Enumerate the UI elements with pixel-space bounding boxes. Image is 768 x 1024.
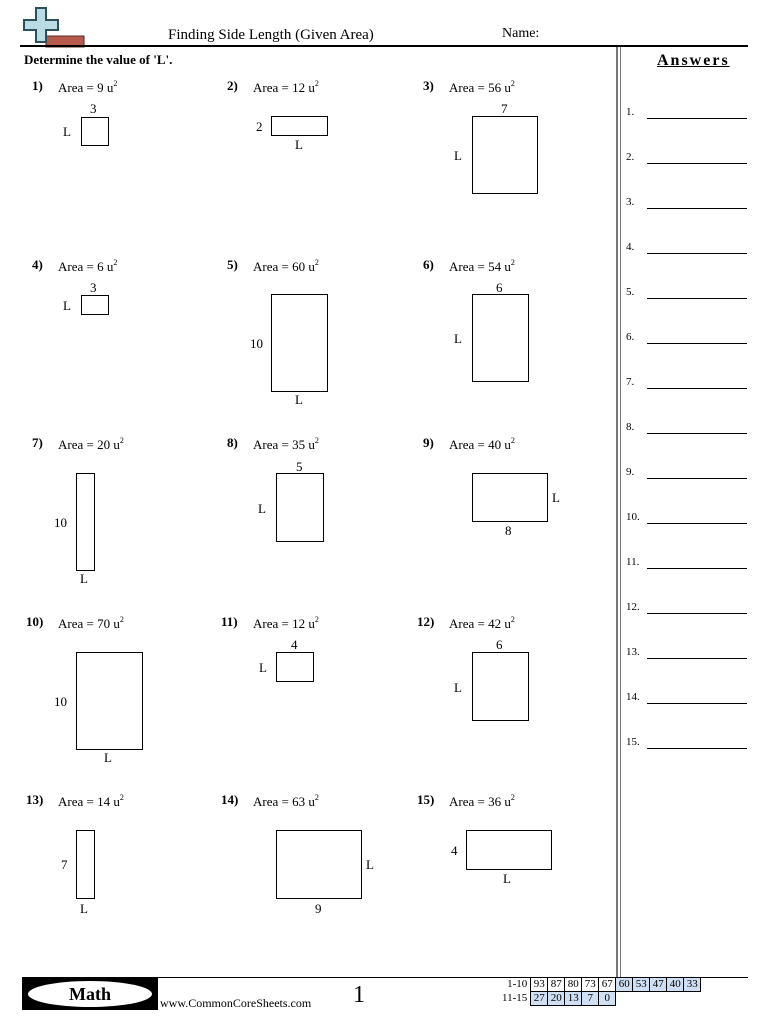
problem-6 xyxy=(423,257,613,427)
score-key-range: 11-15 xyxy=(502,992,528,1004)
page-title: Finding Side Length (Given Area) xyxy=(168,27,374,43)
rectangle-figure xyxy=(76,830,95,899)
problem-number: 5) xyxy=(227,257,238,272)
answer-row[interactable] xyxy=(626,421,748,437)
answer-line[interactable] xyxy=(647,523,747,524)
answer-row[interactable] xyxy=(626,511,748,527)
area-label: Area = 9 $u^2$ xyxy=(58,79,118,95)
answer-number: 9. xyxy=(626,466,635,478)
answer-row[interactable] xyxy=(626,646,748,662)
height-label: L xyxy=(552,490,560,505)
answer-number: 12. xyxy=(626,601,640,613)
height-label: 10 xyxy=(250,336,263,351)
problem-number: 14) xyxy=(221,792,239,807)
width-label: L xyxy=(503,871,511,886)
height-label: L xyxy=(63,124,71,139)
rectangle-figure xyxy=(271,116,328,136)
width-label: 3 xyxy=(90,101,97,116)
width-label: 7 xyxy=(501,101,508,116)
problem-5 xyxy=(227,257,417,427)
answer-column-divider-inner xyxy=(620,47,621,977)
height-label: 7 xyxy=(61,857,68,872)
height-label: L xyxy=(454,680,462,695)
problem-10 xyxy=(26,614,216,784)
empty-cell xyxy=(684,992,701,1006)
answer-row[interactable] xyxy=(626,106,748,122)
answer-line[interactable] xyxy=(647,253,747,254)
area-label: Area = 12 $u^2$ xyxy=(253,615,319,631)
height-label: L xyxy=(366,857,374,872)
problem-number: 3) xyxy=(423,78,434,93)
area-label: Area = 40 $u^2$ xyxy=(449,436,515,452)
rectangle-figure xyxy=(276,830,362,899)
score-cell: 27 xyxy=(531,992,548,1006)
empty-cell xyxy=(633,992,650,1006)
answer-number: 14. xyxy=(626,691,640,703)
height-label: L xyxy=(63,298,71,313)
width-label: 5 xyxy=(296,459,303,474)
width-label: 6 xyxy=(496,637,503,652)
area-label: Area = 56 $u^2$ xyxy=(449,79,515,95)
area-label: Area = 36 $u^2$ xyxy=(449,793,515,809)
area-label: Area = 63 $u^2$ xyxy=(253,793,319,809)
answer-line[interactable] xyxy=(647,208,747,209)
score-key-row xyxy=(500,978,701,992)
width-label: L xyxy=(295,137,303,152)
name-label: Name: xyxy=(502,26,540,41)
instructions: Determine the value of 'L'. xyxy=(24,52,173,67)
page-number: 1 xyxy=(353,982,365,1008)
problem-12 xyxy=(417,614,607,784)
area-label: Area = 20 $u^2$ xyxy=(58,436,124,452)
answer-number: 2. xyxy=(626,151,635,163)
score-cell: 73 xyxy=(582,978,599,992)
width-label: L xyxy=(80,571,88,586)
score-cell: 53 xyxy=(633,978,650,992)
empty-cell xyxy=(667,992,684,1006)
rectangle-figure xyxy=(276,652,314,682)
score-cell: 67 xyxy=(599,978,616,992)
score-cell: 93 xyxy=(531,978,548,992)
height-label: L xyxy=(258,501,266,516)
score-key-range: 1-10 xyxy=(507,978,528,990)
problem-number: 8) xyxy=(227,435,238,450)
problem-number: 11) xyxy=(221,614,238,629)
rectangle-figure xyxy=(76,473,95,571)
problem-number: 7) xyxy=(32,435,43,450)
score-cell: 80 xyxy=(565,978,582,992)
score-cell: 20 xyxy=(548,992,565,1006)
area-label: Area = 70 $u^2$ xyxy=(58,615,124,631)
answer-line[interactable] xyxy=(647,703,747,704)
answer-line[interactable] xyxy=(647,388,747,389)
height-label: L xyxy=(454,148,462,163)
rectangle-figure xyxy=(76,652,143,750)
score-cell: 87 xyxy=(548,978,565,992)
rectangle-figure xyxy=(81,117,109,146)
answer-number: 5. xyxy=(626,286,635,298)
answer-number: 6. xyxy=(626,331,635,343)
problem-number: 6) xyxy=(423,257,434,272)
score-cell: 7 xyxy=(582,992,599,1006)
math-label: Math xyxy=(28,981,152,1007)
area-label: Area = 6 $u^2$ xyxy=(58,258,118,274)
rectangle-figure xyxy=(276,473,324,542)
width-label: 3 xyxy=(90,280,97,295)
height-label: 10 xyxy=(54,694,67,709)
problem-4 xyxy=(32,257,222,427)
answer-number: 10. xyxy=(626,511,640,523)
problem-2 xyxy=(227,78,417,248)
problem-number: 12) xyxy=(417,614,435,629)
rectangle-figure xyxy=(271,294,328,392)
answer-column-divider xyxy=(616,47,618,977)
problem-11 xyxy=(221,614,411,784)
answer-line[interactable] xyxy=(647,298,747,299)
answer-row[interactable] xyxy=(626,466,748,482)
score-cell: 60 xyxy=(616,978,633,992)
answer-line[interactable] xyxy=(647,163,747,164)
answer-number: 3. xyxy=(626,196,635,208)
width-label: L xyxy=(104,750,112,765)
math-badge xyxy=(22,978,158,1010)
answer-row[interactable] xyxy=(626,556,748,572)
width-label: L xyxy=(80,901,88,916)
rectangle-figure xyxy=(81,295,109,315)
answer-row[interactable] xyxy=(626,601,748,617)
answer-line[interactable] xyxy=(647,433,747,434)
problem-number: 2) xyxy=(227,78,238,93)
height-label: 4 xyxy=(451,843,458,858)
rectangle-figure xyxy=(472,473,548,522)
score-key-table xyxy=(500,977,701,1006)
answer-row[interactable] xyxy=(626,196,748,212)
site-url: www.CommonCoreSheets.com xyxy=(160,996,312,1010)
answer-number: 8. xyxy=(626,421,635,433)
problem-number: 10) xyxy=(26,614,44,629)
height-label: L xyxy=(259,660,267,675)
empty-cell xyxy=(616,992,633,1006)
problem-number: 4) xyxy=(32,257,43,272)
score-cell: 40 xyxy=(667,978,684,992)
problem-8 xyxy=(227,435,417,605)
answer-line[interactable] xyxy=(647,343,747,344)
rectangle-figure xyxy=(472,116,538,194)
score-cell: 47 xyxy=(650,978,667,992)
answers-title: Answers xyxy=(657,52,730,69)
answer-line[interactable] xyxy=(647,568,747,569)
score-cell: 13 xyxy=(565,992,582,1006)
answer-row[interactable] xyxy=(626,736,748,752)
width-label: L xyxy=(295,392,303,407)
problem-number: 13) xyxy=(26,792,44,807)
problem-15 xyxy=(417,792,607,962)
score-cell: 33 xyxy=(684,978,701,992)
answer-number: 7. xyxy=(626,376,635,388)
answer-number: 15. xyxy=(626,736,640,748)
answer-number: 1. xyxy=(626,106,635,118)
height-label: 2 xyxy=(256,119,263,134)
area-label: Area = 60 $u^2$ xyxy=(253,258,319,274)
height-label: 10 xyxy=(54,515,67,530)
problem-number: 15) xyxy=(417,792,435,807)
score-cell: 0 xyxy=(599,992,616,1006)
area-label: Area = 12 $u^2$ xyxy=(253,79,319,95)
answer-row[interactable] xyxy=(626,151,748,167)
answer-row[interactable] xyxy=(626,241,748,257)
answer-line[interactable] xyxy=(647,118,747,119)
answer-row[interactable] xyxy=(626,691,748,707)
width-label: 8 xyxy=(505,523,512,538)
area-label: Area = 14 $u^2$ xyxy=(58,793,124,809)
problem-7 xyxy=(32,435,222,605)
problem-9 xyxy=(423,435,613,605)
width-label: 4 xyxy=(291,637,298,652)
rectangle-figure xyxy=(466,830,552,870)
answer-row[interactable] xyxy=(626,286,748,302)
rectangle-figure xyxy=(472,652,529,721)
problem-3 xyxy=(423,78,613,248)
problem-1 xyxy=(32,78,222,248)
answer-number: 11. xyxy=(626,556,640,568)
answer-row[interactable] xyxy=(626,376,748,392)
answer-line[interactable] xyxy=(647,748,747,749)
math-plus-logo-icon xyxy=(22,6,88,48)
empty-cell xyxy=(650,992,667,1006)
score-key-row xyxy=(500,992,701,1006)
problem-number: 1) xyxy=(32,78,43,93)
problem-number: 9) xyxy=(423,435,434,450)
answer-number: 13. xyxy=(626,646,640,658)
answer-line[interactable] xyxy=(647,478,747,479)
width-label: 9 xyxy=(315,901,322,916)
area-label: Area = 42 $u^2$ xyxy=(449,615,515,631)
width-label: 6 xyxy=(496,280,503,295)
answer-line[interactable] xyxy=(647,613,747,614)
area-label: Area = 54 $u^2$ xyxy=(449,258,515,274)
header-divider xyxy=(20,45,748,47)
answer-number: 4. xyxy=(626,241,635,253)
problem-14 xyxy=(221,792,411,962)
answer-row[interactable] xyxy=(626,331,748,347)
answer-line[interactable] xyxy=(647,658,747,659)
rectangle-figure xyxy=(472,294,529,382)
area-label: Area = 35 $u^2$ xyxy=(253,436,319,452)
problem-13 xyxy=(26,792,216,962)
height-label: L xyxy=(454,331,462,346)
